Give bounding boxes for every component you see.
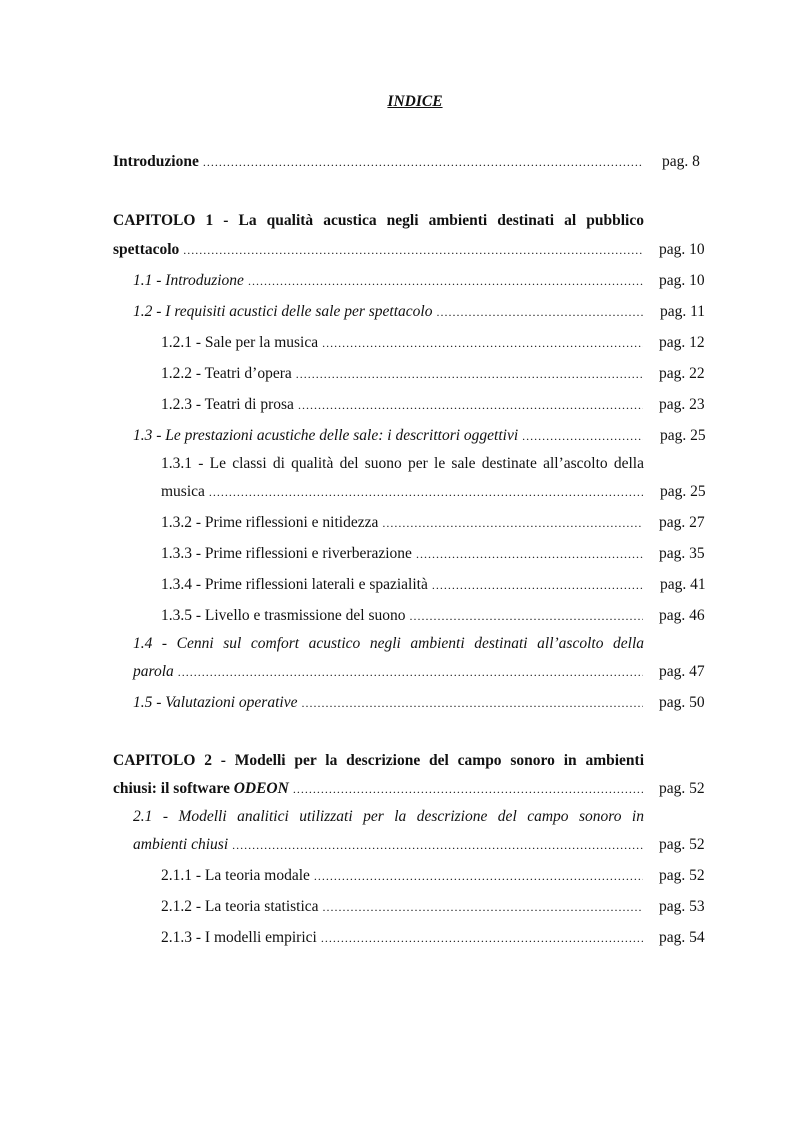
dot-leader	[203, 152, 643, 172]
page-number: pag. 25	[660, 427, 706, 444]
entry-page	[659, 779, 705, 799]
entry-text: 1.2.2 - Teatri d’opera	[161, 365, 292, 382]
entry-text: 1.3.2 - Prime riflessioni e nitidezza	[161, 514, 379, 531]
toc-entry-1-3-1	[161, 482, 643, 502]
page-number: pag. 47	[659, 663, 705, 680]
page-number: pag. 52	[659, 780, 705, 797]
entry-page	[659, 271, 705, 291]
entry-page	[662, 152, 700, 172]
entry-text: parola	[133, 663, 174, 680]
entry-heading-line: 1.3.1 - Le classi di qualità del suono per le sale destinate all’ascolto della	[161, 455, 644, 472]
dot-leader	[410, 606, 643, 626]
page-number: pag. 41	[660, 576, 706, 593]
entry-page	[659, 662, 705, 682]
entry-page	[659, 928, 705, 948]
toc-entry-capitolo-2	[113, 779, 643, 799]
toc-entry-1-2-1	[161, 333, 643, 353]
entry-page	[659, 866, 705, 886]
entry-heading-line: 1.4 - Cenni sul comfort acustico negli ambienti destinati all’ascolto della	[133, 635, 644, 652]
toc-entry-2-1-3	[161, 928, 643, 948]
page-number: pag. 35	[659, 545, 705, 562]
entry-text: chiusi: il software	[113, 780, 230, 797]
dot-leader	[209, 482, 643, 502]
dot-leader	[232, 835, 643, 855]
page-number: pag. 10	[659, 272, 705, 289]
toc-entry-1-2-3	[161, 395, 643, 415]
dot-leader	[248, 271, 643, 291]
entry-text: 1.3.5 - Livello e trasmissione del suono	[161, 607, 406, 624]
page-number: pag. 52	[659, 836, 705, 853]
page-number: pag. 46	[659, 607, 705, 624]
dot-leader	[382, 513, 643, 533]
entry-page	[660, 426, 706, 446]
entry-text: Introduzione	[113, 153, 199, 170]
dot-leader	[322, 333, 643, 353]
toc-entry-1-2	[133, 302, 643, 322]
toc-entry-1-2-2	[161, 364, 643, 384]
dot-leader	[301, 693, 643, 713]
page-number: pag. 25	[660, 483, 706, 500]
dot-leader	[323, 897, 643, 917]
page-number: pag. 12	[659, 334, 705, 351]
page-number: pag. 22	[659, 365, 705, 382]
dot-leader	[432, 575, 643, 595]
entry-page	[659, 897, 705, 917]
dot-leader	[293, 779, 643, 799]
dot-leader	[522, 426, 643, 446]
dot-leader	[178, 662, 643, 682]
entry-text: 1.3.3 - Prime riflessioni e riverberazione	[161, 545, 412, 562]
toc-entry-1-3-2	[161, 513, 643, 533]
dot-leader	[314, 866, 643, 886]
page-number: pag. 8	[662, 153, 700, 170]
chapter-heading-line: CAPITOLO 1 - La qualità acustica negli ambienti destinati al pubblico	[113, 212, 644, 229]
entry-text: 2.1.2 - La teoria statistica	[161, 898, 319, 915]
chapter-heading-line: CAPITOLO 2 - Modelli per la descrizione del campo sonoro in ambienti	[113, 752, 644, 769]
entry-text: 1.2 - I requisiti acustici delle sale per spettacolo	[133, 303, 433, 320]
dot-leader	[321, 928, 643, 948]
entry-text: 1.3 - Le prestazioni acustiche delle sale: i descrittori oggettivi	[133, 427, 519, 444]
entry-page	[659, 364, 705, 384]
toc-entry-2-1	[133, 835, 643, 855]
page-number: pag. 54	[659, 929, 705, 946]
entry-text: 1.3.4 - Prime riflessioni laterali e spazialità	[161, 576, 428, 593]
entry-page	[659, 606, 705, 626]
entry-page	[659, 333, 705, 353]
entry-page	[659, 240, 705, 260]
entry-page	[660, 302, 705, 322]
entry-page	[659, 835, 705, 855]
entry-text: 1.2.1 - Sale per la musica	[161, 334, 319, 351]
page-title: INDICE	[387, 93, 443, 110]
entry-text: 2.1.1 - La teoria modale	[161, 867, 310, 884]
toc-entry-1-3-4	[161, 575, 643, 595]
entry-text: 2.1.3 - I modelli empirici	[161, 929, 317, 946]
toc-entry-1-3	[133, 426, 643, 446]
entry-text: 1.2.3 - Teatri di prosa	[161, 396, 294, 413]
dot-leader	[298, 395, 643, 415]
page-number: pag. 10	[659, 241, 705, 258]
entry-text-emphasis: ODEON	[233, 780, 289, 797]
entry-page	[659, 544, 705, 564]
page-number: pag. 23	[659, 396, 705, 413]
page-number: pag. 27	[659, 514, 705, 531]
page-number: pag. 50	[659, 694, 705, 711]
entry-page	[660, 482, 706, 502]
entry-text: musica	[161, 483, 205, 500]
dot-leader	[416, 544, 643, 564]
entry-text: 1.5 - Valutazioni operative	[133, 694, 298, 711]
page-number: pag. 11	[660, 303, 706, 320]
entry-text: ambienti chiusi	[133, 836, 229, 853]
page-number: pag. 53	[659, 898, 705, 915]
toc-entry-capitolo-1	[113, 240, 643, 260]
toc-entry-1-5	[133, 693, 643, 713]
dot-leader	[296, 364, 643, 384]
entry-heading-line: 2.1 - Modelli analitici utilizzati per la descrizione del campo sonoro in	[133, 808, 644, 825]
entry-page	[659, 513, 705, 533]
toc-entry-1-3-3	[161, 544, 643, 564]
toc-entry-1-1	[133, 271, 643, 291]
toc-entry-1-4	[133, 662, 643, 682]
entry-text: 1.1 - Introduzione	[133, 272, 244, 289]
toc-entry-2-1-2	[161, 897, 643, 917]
entry-page	[659, 395, 705, 415]
toc-entry-1-3-5	[161, 606, 643, 626]
entry-page	[660, 575, 706, 595]
toc-entry-2-1-1	[161, 866, 643, 886]
dot-leader	[436, 302, 643, 322]
toc-entry-introduzione	[113, 152, 643, 172]
dot-leader	[183, 240, 643, 260]
page-number: pag. 52	[659, 867, 705, 884]
entry-text: spettacolo	[113, 241, 180, 258]
entry-page	[659, 693, 705, 713]
